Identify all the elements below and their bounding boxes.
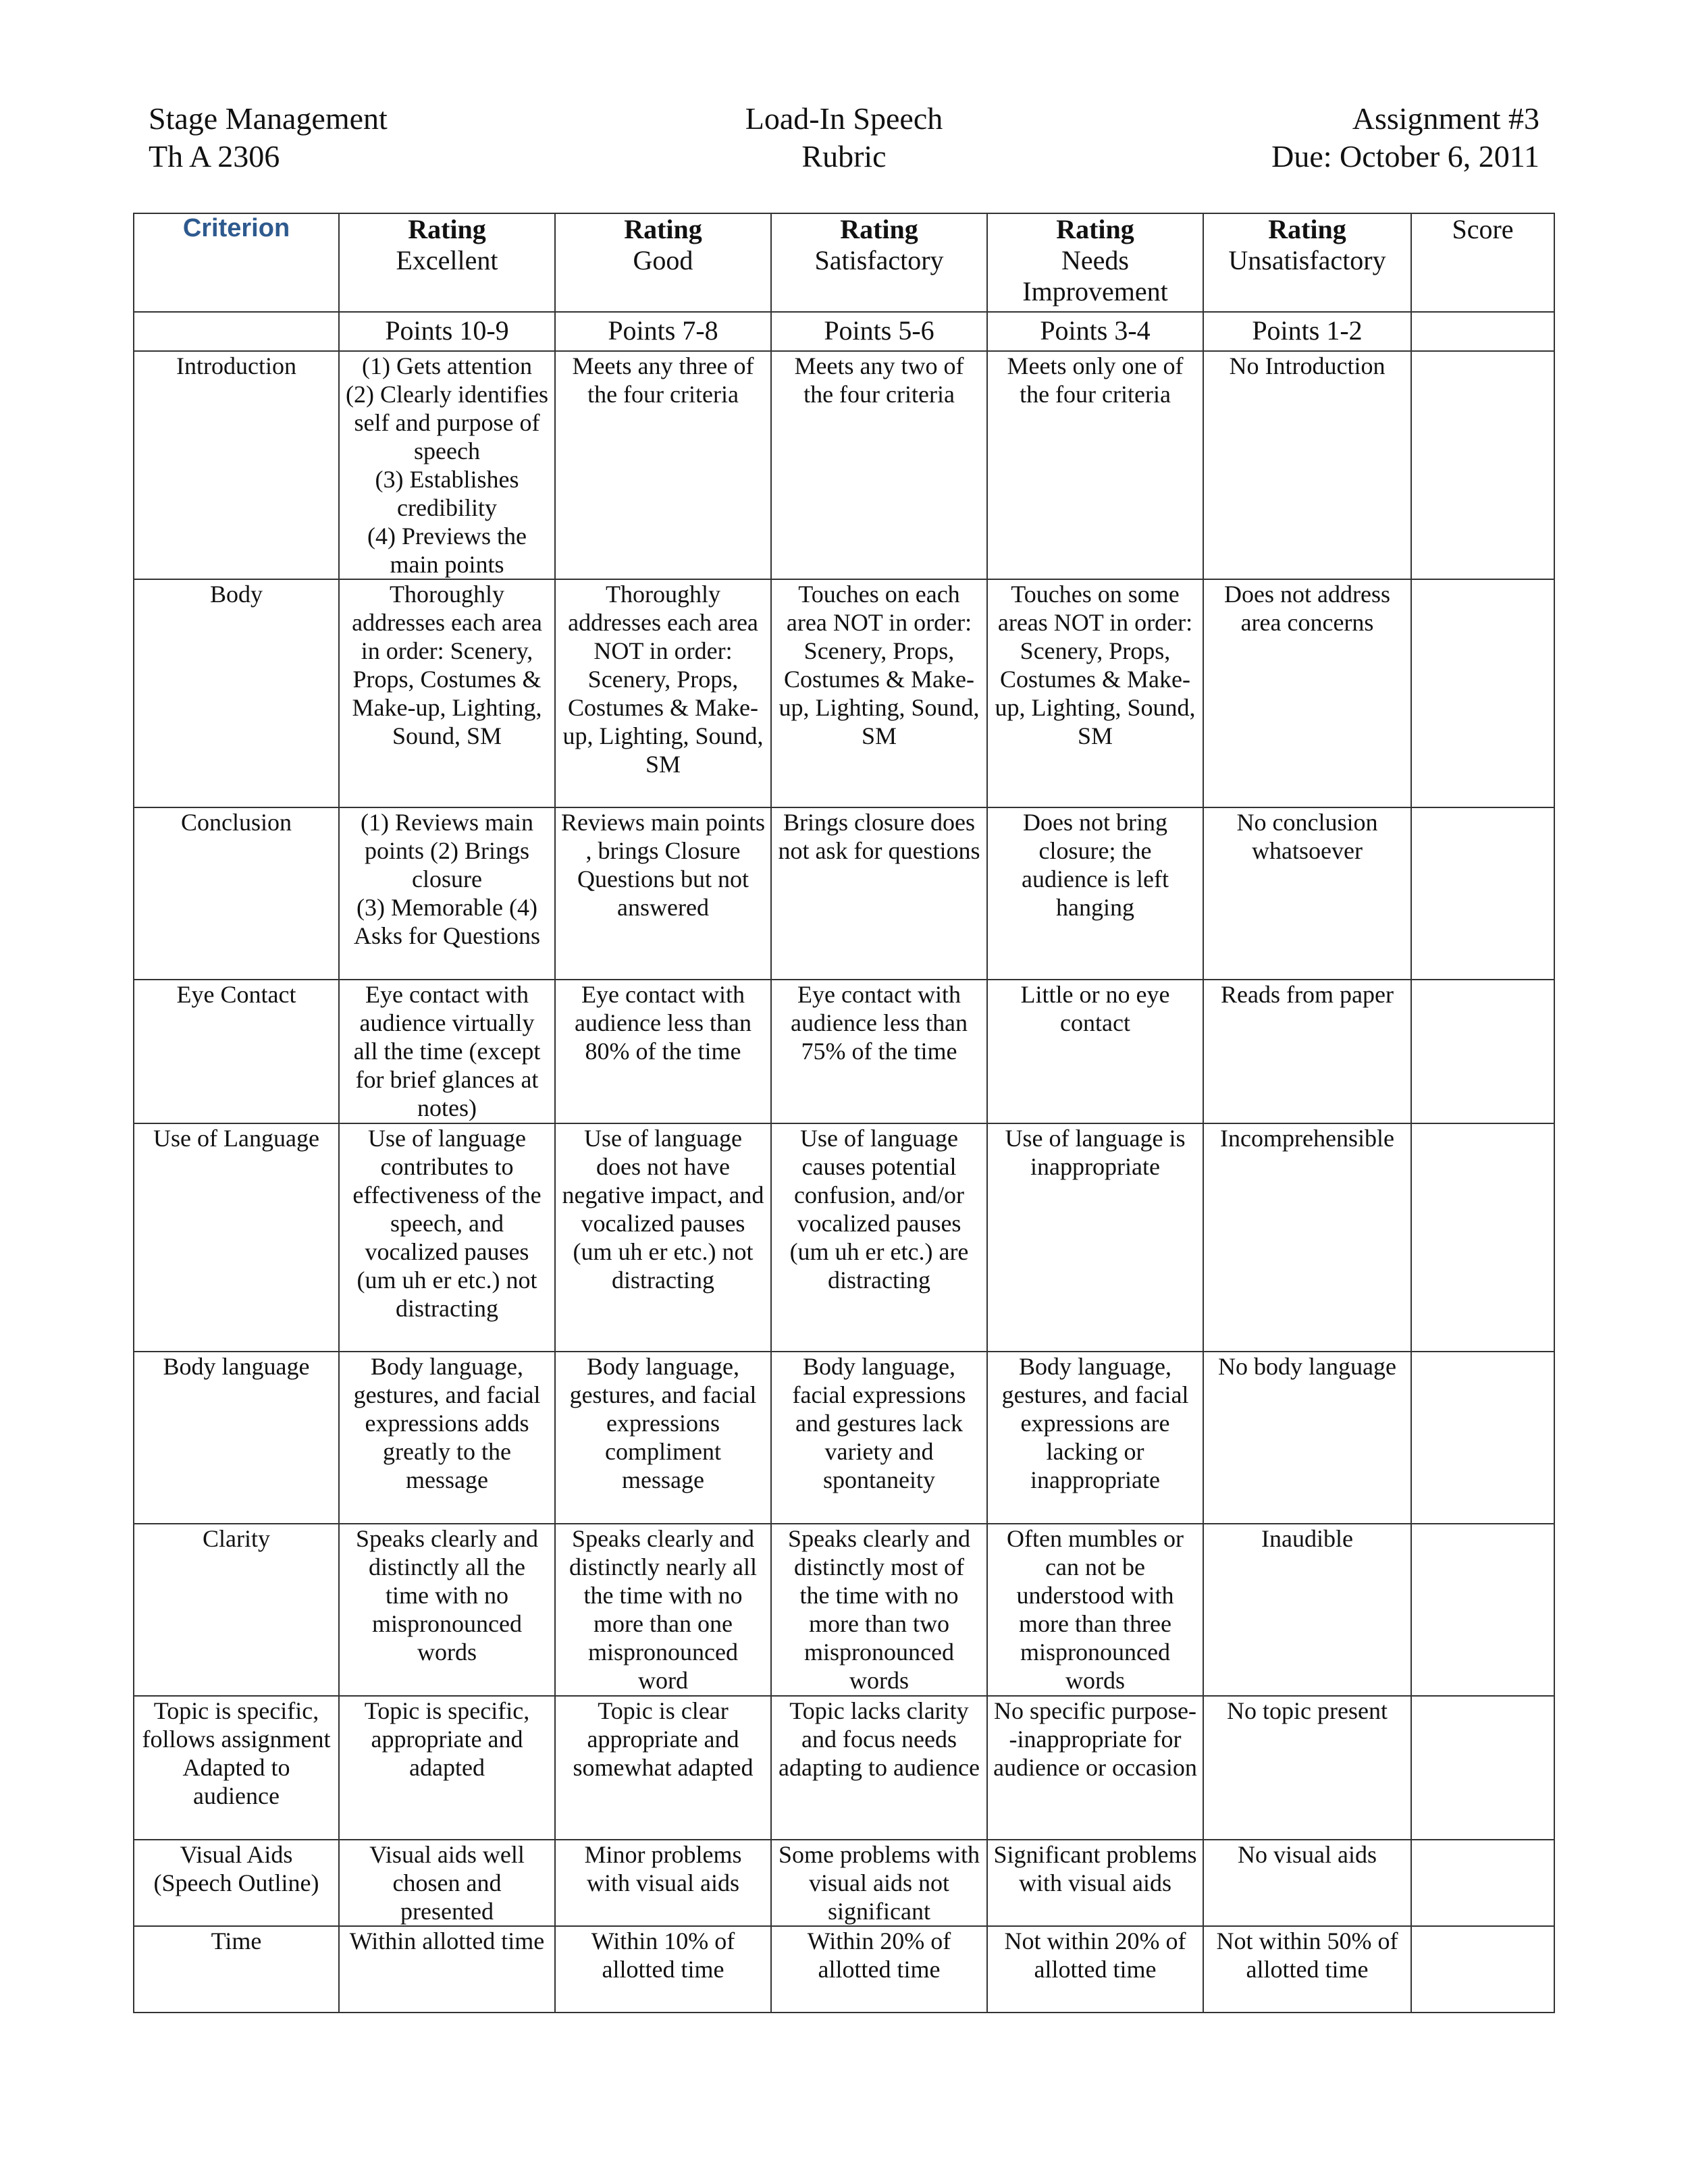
rubric-cell: Within 10% of allotted time [555,1926,771,2013]
assignment-number: Assignment #3 [1352,101,1539,136]
criterion-cell: Eye Contact [134,980,339,1123]
rubric-cell: Minor problems with visual aids [555,1840,771,1926]
rubric-cell: Within 20% of allotted time [771,1926,987,2013]
rubric-cell: No specific purpose--inappropriate for audience or occasion [987,1696,1203,1840]
rubric-cell: Not within 50% of allotted time [1203,1926,1411,2013]
table-row [134,807,1554,980]
score-header: Score [1411,213,1554,312]
criterion-cell: Introduction [134,351,339,579]
rubric-cell: Body language, gestures, and facial expressions compliment message [555,1352,771,1524]
points-blank-cell [134,312,339,351]
document-title: Load-In Speech [745,101,943,136]
score-cell[interactable] [1411,1352,1554,1524]
rubric-cell: Not within 20% of allotted time [987,1926,1203,2013]
rating-name: Good [633,245,693,275]
score-cell[interactable] [1411,579,1554,807]
rating-name: Unsatisfactory [1228,245,1386,275]
rating-header-satisfactory [771,213,987,312]
rating-name: Satisfactory [814,245,944,275]
criterion-cell: Time [134,1926,339,2013]
rubric-cell: (1) Gets attention (2) Clearly identifies self and purpose of speech (3) Establishes credibility (4) Previews the main points [339,351,555,579]
rubric-cell: Use of language is inappropriate [987,1123,1203,1352]
rubric-cell: No topic present [1203,1696,1411,1840]
header-line-2 [149,138,1539,176]
rubric-cell: Thoroughly addresses each area NOT in order: Scenery, Props, Costumes & Make-up, Lighting, Sound, SM [555,579,771,807]
rubric-cell: (1) Reviews main points (2) Brings closure (3) Memorable (4) Asks for Questions [339,807,555,980]
table-row [134,1524,1554,1696]
rubric-cell: Reviews main points , brings Closure Questions but not answered [555,807,771,980]
rubric-cell: Touches on each area NOT in order: Scenery, Props, Costumes & Make-up, Lighting, Sound, SM [771,579,987,807]
points-row [134,312,1554,351]
rubric-cell: Speaks clearly and distinctly all the time with no mispronounced words [339,1524,555,1696]
criterion-cell: Clarity [134,1524,339,1696]
table-row [134,1926,1554,2013]
points-excellent: Points 10-9 [339,312,555,351]
rubric-cell: Incomprehensible [1203,1123,1411,1352]
rating-name: Needs Improvement [1022,245,1168,307]
rating-word: Rating [840,214,918,244]
rubric-cell: Meets only one of the four criteria [987,351,1203,579]
header-line-1 [149,100,1539,138]
criterion-header: Criterion [134,213,339,312]
rubric-cell: Brings closure does not ask for questions [771,807,987,980]
table-row [134,980,1554,1123]
rubric-cell: Thoroughly addresses each area in order: Scenery, Props, Costumes & Make-up, Lighting, Sound, SM [339,579,555,807]
rating-word: Rating [624,214,702,244]
rubric-cell: Eye contact with audience less than 75% of the time [771,980,987,1123]
table-row [134,351,1554,579]
table-row [134,1352,1554,1524]
rubric-cell: Does not bring closure; the audience is left hanging [987,807,1203,980]
rating-word: Rating [1056,214,1134,244]
rubric-cell: Does not address area concerns [1203,579,1411,807]
rubric-cell: Eye contact with audience less than 80% of the time [555,980,771,1123]
points-good: Points 7-8 [555,312,771,351]
rating-header-needs-improvement [987,213,1203,312]
rubric-table [133,213,1555,2013]
score-cell[interactable] [1411,807,1554,980]
score-cell[interactable] [1411,1840,1554,1926]
table-row [134,1123,1554,1352]
rating-word: Rating [408,214,486,244]
rubric-cell: Speaks clearly and distinctly nearly all the time with no more than one mispronounced word [555,1524,771,1696]
rubric-cell: No visual aids [1203,1840,1411,1926]
rubric-cell: Topic lacks clarity and focus needs adapting to audience [771,1696,987,1840]
document-subtitle: Rubric [801,139,887,174]
rubric-cell: Some problems with visual aids not significant [771,1840,987,1926]
criterion-cell: Topic is specific, follows assignment Adapted to audience [134,1696,339,1840]
rubric-cell: Meets any two of the four criteria [771,351,987,579]
rating-header-excellent [339,213,555,312]
criterion-cell: Body [134,579,339,807]
points-satisfactory: Points 5-6 [771,312,987,351]
criterion-cell: Use of Language [134,1123,339,1352]
rubric-cell: Reads from paper [1203,980,1411,1123]
score-cell[interactable] [1411,351,1554,579]
rubric-cell: Inaudible [1203,1524,1411,1696]
rubric-cell: No body language [1203,1352,1411,1524]
rubric-cell: Little or no eye contact [987,980,1203,1123]
rubric-cell: No conclusion whatsoever [1203,807,1411,980]
rubric-cell: Often mumbles or can not be understood with more than three mispronounced words [987,1524,1203,1696]
rubric-cell: Speaks clearly and distinctly most of the time with no more than two mispronounced words [771,1524,987,1696]
rubric-cell: Use of language causes potential confusion, and/or vocalized pauses (um uh er etc.) are distracting [771,1123,987,1352]
rubric-cell: Eye contact with audience virtually all the time (except for brief glances at notes) [339,980,555,1123]
rating-header-unsatisfactory [1203,213,1411,312]
table-row [134,579,1554,807]
rubric-cell: Topic is specific, appropriate and adapted [339,1696,555,1840]
criterion-cell: Visual Aids (Speech Outline) [134,1840,339,1926]
rating-name: Excellent [396,245,498,275]
rubric-cell: Use of language contributes to effectiveness of the speech, and vocalized pauses (um uh er etc.) not distracting [339,1123,555,1352]
points-score-blank [1411,312,1554,351]
rubric-cell: Body language, facial expressions and gestures lack variety and spontaneity [771,1352,987,1524]
course-code: Th A 2306 [149,139,280,174]
rubric-cell: Topic is clear appropriate and somewhat adapted [555,1696,771,1840]
course-name: Stage Management [149,101,388,136]
score-cell[interactable] [1411,980,1554,1123]
rubric-cell: Body language, gestures, and facial expressions adds greatly to the message [339,1352,555,1524]
rubric-cell: Visual aids well chosen and presented [339,1840,555,1926]
rubric-cell: Use of language does not have negative impact, and vocalized pauses (um uh er etc.) not distracting [555,1123,771,1352]
score-cell[interactable] [1411,1696,1554,1840]
score-cell[interactable] [1411,1524,1554,1696]
criterion-cell: Body language [134,1352,339,1524]
rubric-cell: Meets any three of the four criteria [555,351,771,579]
rubric-cell: No Introduction [1203,351,1411,579]
rubric-cell: Within allotted time [339,1926,555,2013]
criterion-cell: Conclusion [134,807,339,980]
rubric-cell: Body language, gestures, and facial expressions are lacking or inappropriate [987,1352,1203,1524]
points-needs-improvement: Points 3-4 [987,312,1203,351]
rubric-cell: Touches on some areas NOT in order: Scenery, Props, Costumes & Make-up, Lighting, Sound, SM [987,579,1203,807]
score-cell[interactable] [1411,1926,1554,2013]
table-row [134,1840,1554,1926]
rating-header-row [134,213,1554,312]
rubric-cell: Significant problems with visual aids [987,1840,1203,1926]
points-unsatisfactory: Points 1-2 [1203,312,1411,351]
table-row [134,1696,1554,1840]
rating-word: Rating [1268,214,1346,244]
rating-header-good [555,213,771,312]
due-date: Due: October 6, 2011 [1271,139,1539,174]
score-cell[interactable] [1411,1123,1554,1352]
